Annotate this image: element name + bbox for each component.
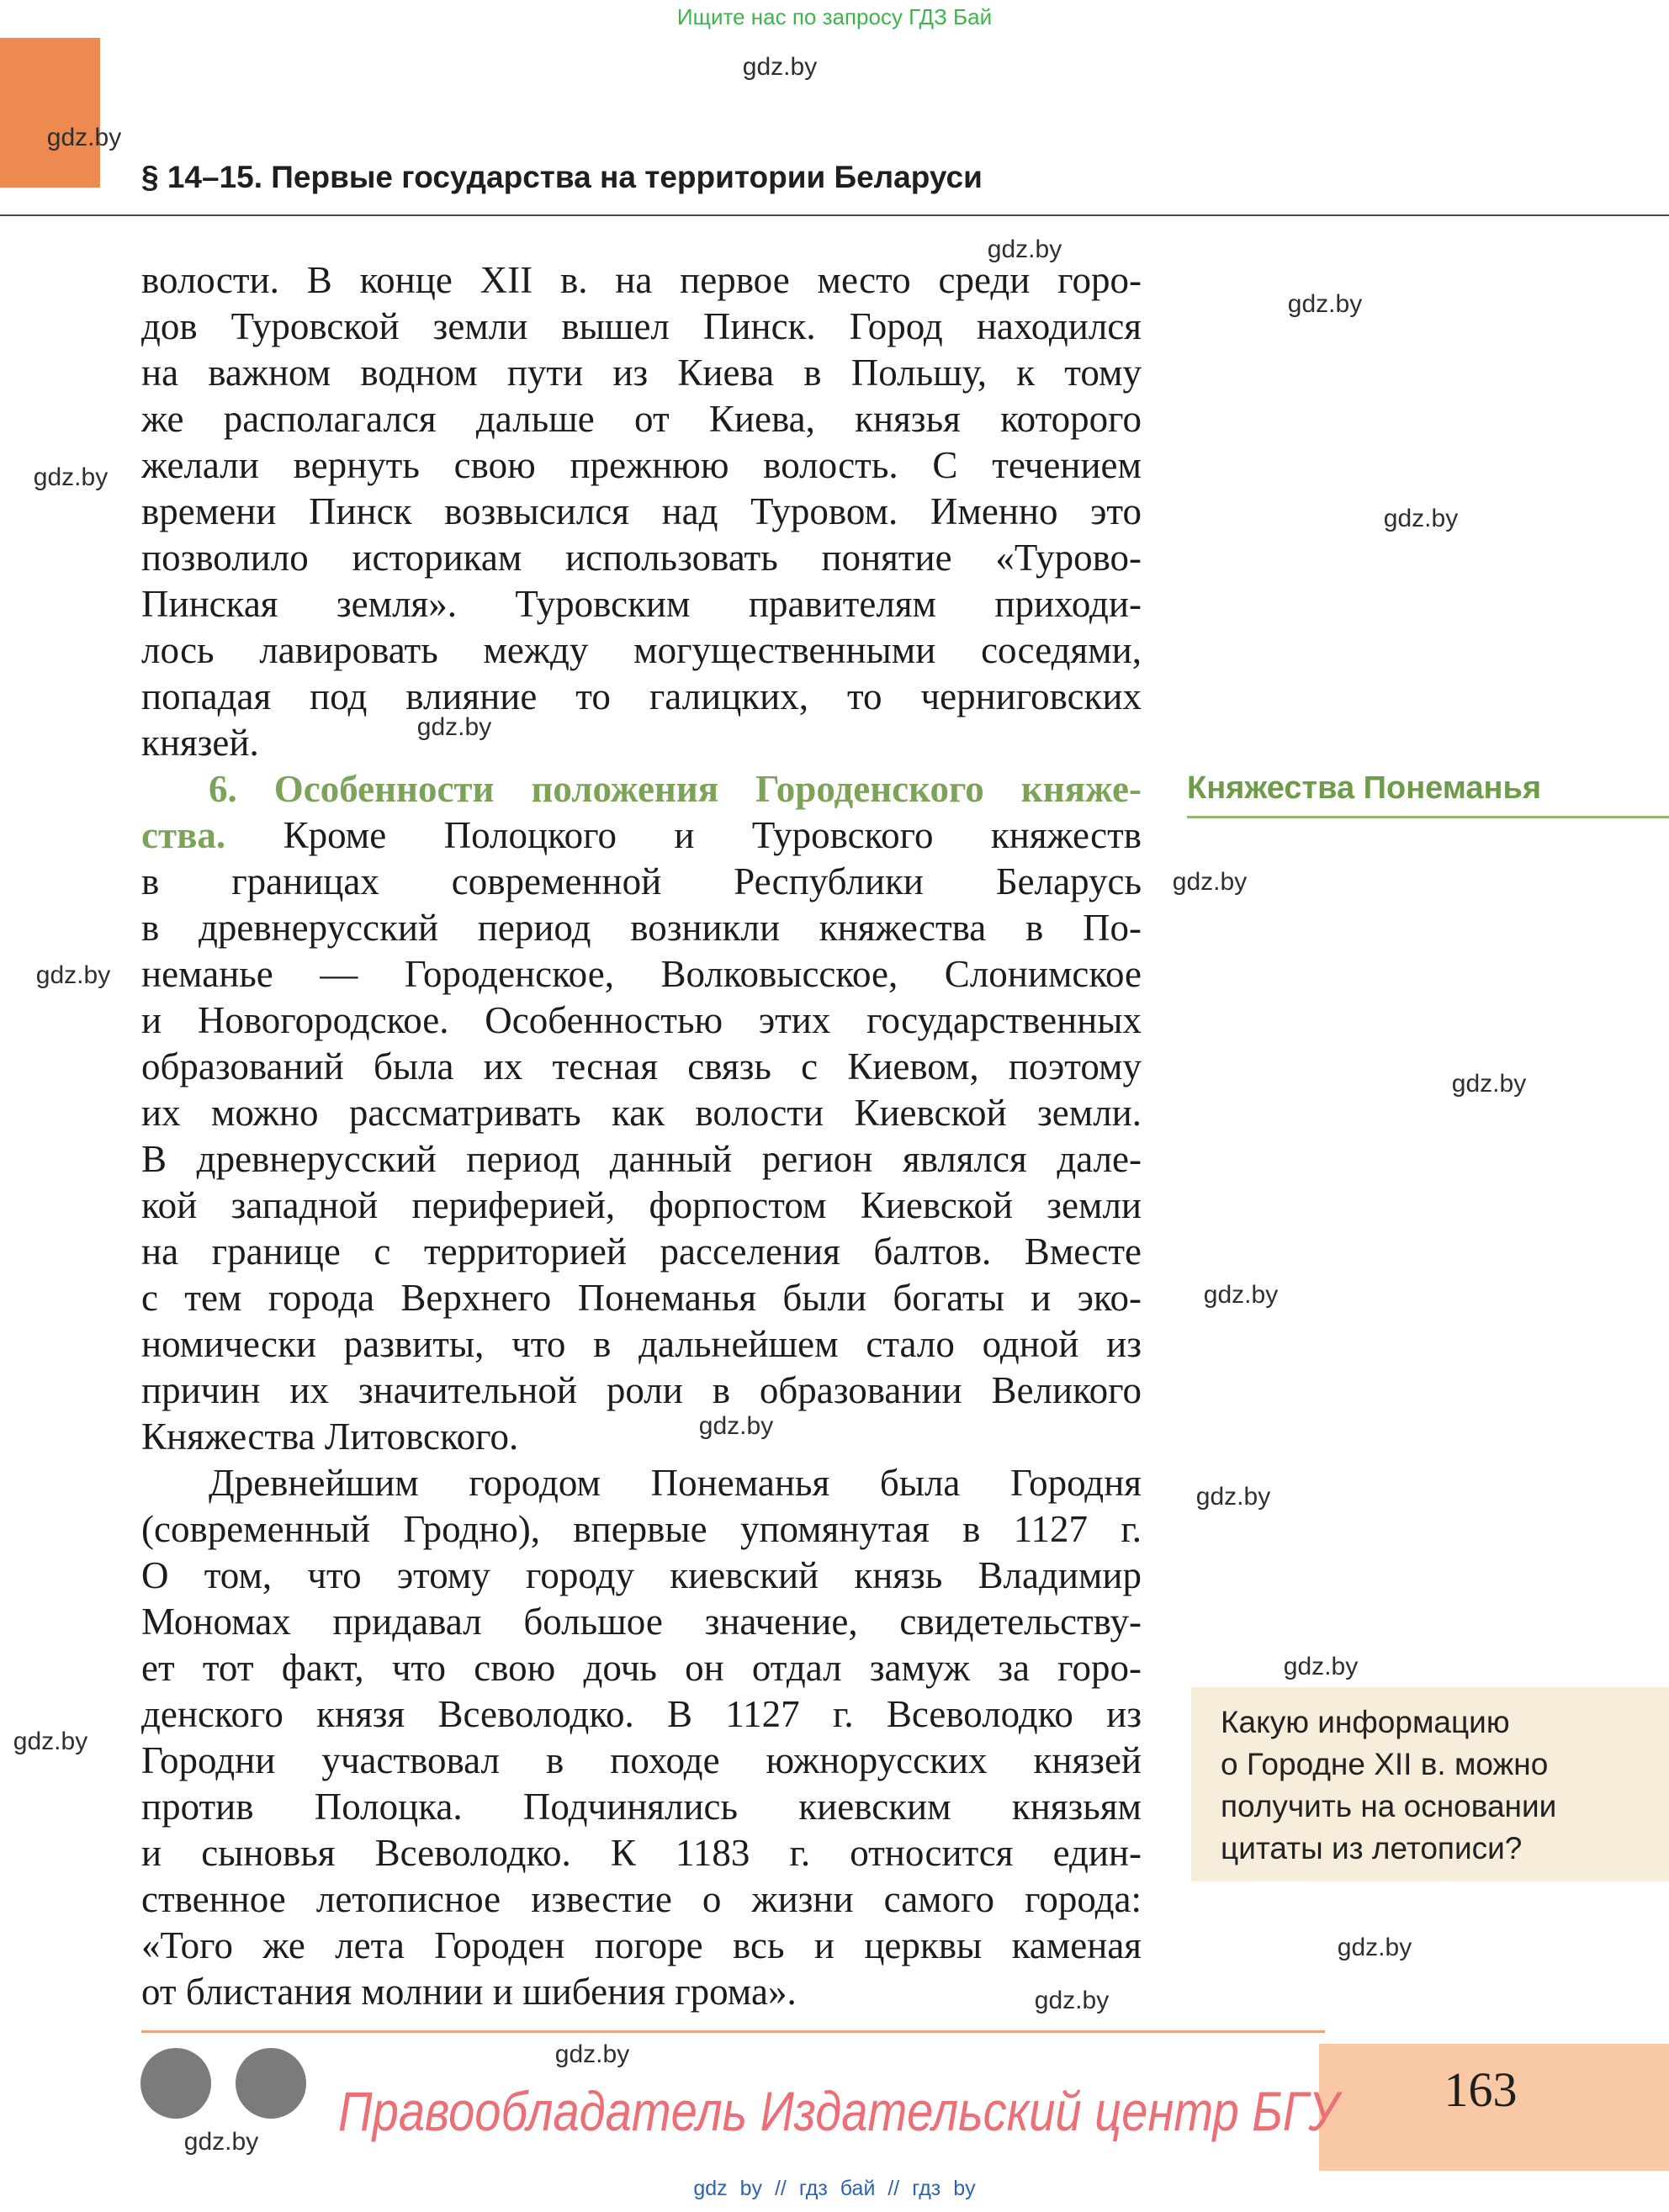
question-line: Какую информацию: [1221, 1705, 1510, 1739]
top-search-banner: Ищите нас по запросу ГДЗ Бай: [676, 4, 993, 29]
watermark: gdz.by: [1195, 1483, 1271, 1511]
decorative-circle: [236, 2048, 306, 2119]
site-links: gdz by // гдз бай // гдз by: [693, 2177, 976, 2200]
text-line: О том, что этому городу киевский князь Владимир: [141, 1554, 1142, 1596]
watermark: gdz.by: [1383, 505, 1459, 532]
text-line: Мономах придавал большое значение, свидетельству-: [141, 1601, 1142, 1643]
watermark: gdz.by: [35, 961, 111, 989]
text-segment: Кроме Полоцкого и Туровского княжеств: [283, 814, 1142, 856]
watermark: gdz.by: [13, 1728, 88, 1755]
watermark: gdz.by: [1203, 1281, 1279, 1309]
sidebar-section-title: Княжества Понеманья: [1187, 770, 1542, 806]
watermark: gdz.by: [33, 463, 109, 491]
decorative-circle: [140, 2048, 211, 2119]
page-number: 163: [1444, 2062, 1518, 2117]
watermark: gdz.by: [46, 124, 122, 151]
watermark: gdz.by: [698, 1412, 774, 1440]
text-line: номически развиты, что в дальнейшем стало одной из: [141, 1323, 1142, 1365]
copyright-notice: Правообладатель Издательский центр БГУ: [338, 2080, 1339, 2142]
section-heading-line: [141, 766, 1142, 812]
question-line: о Городне XII в. можно: [1221, 1747, 1549, 1781]
text-line: и сыновья Всеволодко. К 1183 г. относится един-: [141, 1832, 1142, 1874]
text-line: кой западной периферией, форпостом Киевской земли: [141, 1184, 1142, 1226]
text-line: Пинская земля». Туровским правителям приходи-: [141, 583, 1142, 625]
text-line: с тем города Верхнего Понеманья были богаты и эко-: [141, 1277, 1142, 1319]
text-line: волости. В конце XII в. на первое место среди горо-: [141, 259, 1142, 301]
watermark: gdz.by: [1451, 1070, 1527, 1098]
watermark: gdz.by: [1172, 868, 1248, 896]
watermark: gdz.by: [1034, 1987, 1110, 2014]
text-line: [141, 812, 1142, 859]
text-line: «Того же лета Городен погоре всь и церквы каменая: [141, 1924, 1142, 1966]
text-line: и Новогородское. Особенностью этих государственных: [141, 999, 1142, 1041]
text-line: ственное летописное известие о жизни самого города:: [141, 1878, 1142, 1920]
footer-rule: [141, 2030, 1325, 2033]
text-line: же располагался дальше от Киева, князья которого: [141, 398, 1142, 440]
text-line: в древнерусский период возникли княжества в По-: [141, 907, 1142, 949]
text-line: образований была их тесная связь с Киевом, поэтому: [141, 1045, 1142, 1087]
main-text-column: [141, 257, 1142, 2015]
page-title: § 14–15. Первые государства на территории Беларуси: [141, 160, 983, 194]
text-line: против Полоцка. Подчинялись киевским князьям: [141, 1786, 1142, 1828]
watermark: gdz.by: [1287, 290, 1363, 318]
section-heading-end: ства.: [141, 814, 226, 856]
section-heading: 6. Особенности положения Городенского княже-: [209, 768, 1142, 810]
watermark: gdz.by: [1337, 1934, 1412, 1961]
text-line: попадая под влияние то галицких, то черниговских: [141, 675, 1142, 717]
header-rule: [0, 214, 1669, 216]
question-line: цитаты из летописи?: [1221, 1831, 1523, 1865]
text-line: желали вернуть свою прежнюю волость. С течением: [141, 444, 1142, 486]
question-line: получить на основании: [1221, 1789, 1557, 1823]
text-line: позволило историкам использовать понятие «Турово-: [141, 537, 1142, 579]
watermark: gdz.by: [742, 53, 818, 81]
text-line: дов Туровской земли вышел Пинск. Город находился: [141, 305, 1142, 347]
watermark: gdz.by: [987, 235, 1062, 263]
text-line: Городни участвовал в походе южнорусских князей: [141, 1739, 1142, 1781]
text-line: неманье — Городенское, Волковысское, Слонимское: [141, 953, 1142, 995]
watermark: gdz.by: [1283, 1653, 1359, 1680]
text-line: времени Пинск возвысился над Туровом. Именно это: [141, 490, 1142, 532]
text-line: в границах современной Республики Беларусь: [141, 860, 1142, 902]
watermark: gdz.by: [554, 2040, 630, 2068]
watermark: gdz.by: [416, 713, 492, 741]
watermark: gdz.by: [183, 2128, 259, 2156]
text-line: на важном водном пути из Киева в Польшу, к тому: [141, 352, 1142, 394]
text-line: лось лавировать между могущественными соседями,: [141, 629, 1142, 671]
text-line: князей.: [141, 722, 259, 764]
text-line: их можно рассматривать как волости Киевской земли.: [141, 1092, 1142, 1134]
text-line: (современный Гродно), впервые упомянутая в 1127 г.: [141, 1508, 1142, 1550]
text-line: В древнерусский период данный регион являлся дале-: [141, 1138, 1142, 1180]
text-line: от блистания молнии и шибения грома».: [141, 1971, 797, 2013]
chapter-tab-marker: [0, 38, 100, 188]
question-box: [1191, 1687, 1669, 1881]
text-line: ет тот факт, что свою дочь он отдал замуж за горо-: [141, 1647, 1142, 1689]
text-line: Княжества Литовского.: [141, 1416, 519, 1458]
text-line: денского князя Всеволодко. В 1127 г. Всеволодко из: [141, 1693, 1142, 1735]
text-line: на границе с территорией расселения балтов. Вместе: [141, 1230, 1142, 1273]
sidebar-title-rule: [1187, 816, 1669, 818]
text-line: причин их значительной роли в образовании Великого: [141, 1369, 1142, 1411]
text-line: Древнейшим городом Понеманья была Городня: [209, 1462, 1142, 1504]
